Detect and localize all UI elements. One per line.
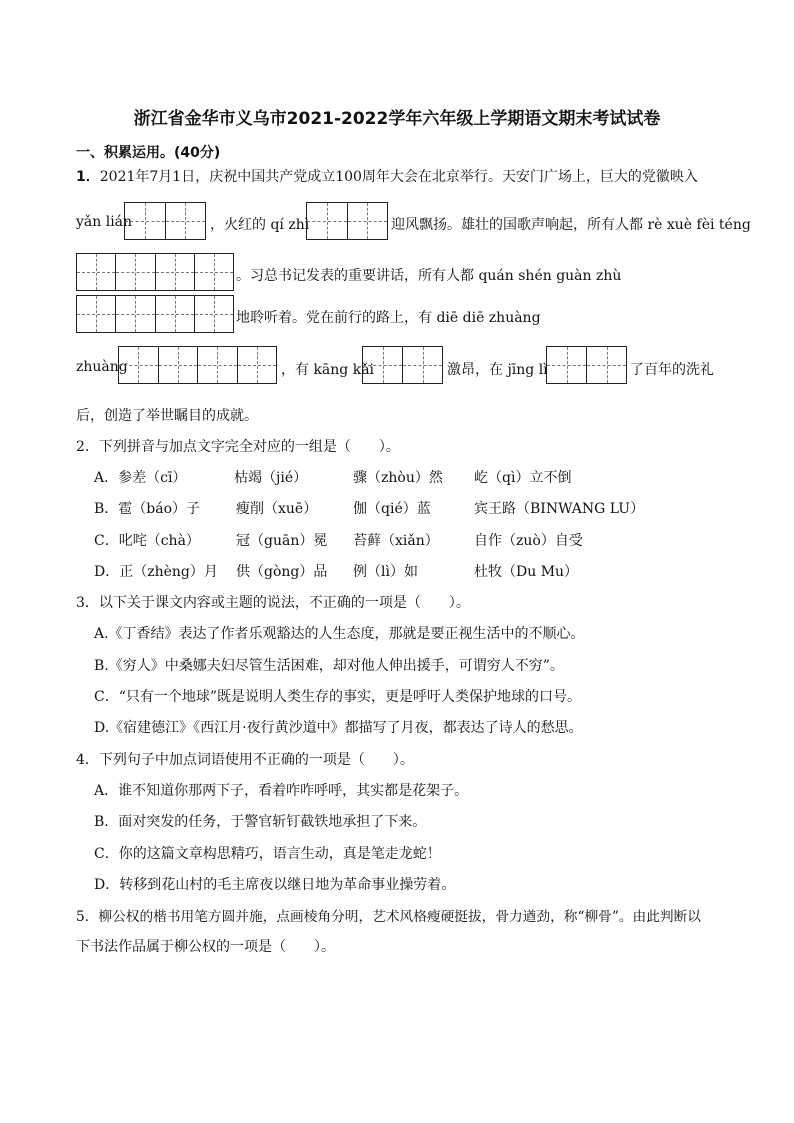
q1-text-9: 了百年的洗礼 [630,362,714,378]
q2-stem: 2．下列拼音与加点文字完全对应的一组是（ ）。 [76,439,400,455]
q3-option-d[interactable]: D.《宿建德江》《西江月·夜行黄沙道中》都描写了月夜，都表达了诗人的愁思。 [94,720,583,736]
q1-text-10: 后，创造了举世瞩目的成就。 [76,408,258,424]
q2-option-d1[interactable]: D．正（zhèng）月 [94,564,218,580]
q2-option-c4: 自作（zuò）自受 [474,533,583,549]
writing-grid-2[interactable] [306,202,388,240]
q2-option-b4: 宾王路（BINWANG LU） [474,501,645,517]
q2-option-c3: 苔藓（xiǎn） [353,533,439,549]
q1-line1 [76,166,698,186]
q4-option-a[interactable]: A．谁不知道你那两下子，看着咋咋呼呼，其实都是花架子。 [94,783,469,799]
q1-text-4: 。习总书记发表的重要讲话，所有人都 quán shén guàn zhù [236,268,622,284]
q2-option-c1[interactable]: C．叱咤（chà） [94,533,200,549]
q1-number: 1． [76,169,100,185]
q1-text: 2021年7月1日，庆祝中国共产党成立100周年大会在北京举行。天安门广场上，巨大的党徽映入 [99,169,698,185]
writing-grid-1[interactable] [124,202,206,240]
q2-option-c2: 冠（guān）冕 [236,533,328,549]
q1-text-8: 激昂，在 jīng lì [447,362,548,378]
q2-option-a4: 屹（qì）立不倒 [474,470,572,486]
writing-grid-6[interactable] [362,346,443,384]
q4-option-c[interactable]: C．你的这篇文章构思精巧，语言生动，真是笔走龙蛇！ [94,846,441,862]
q1-text-5: 地聆听着。党在前行的路上，有 diē diē zhuàng [236,310,541,326]
q2-option-d2: 供（gòng）品 [236,564,328,580]
q2-option-b2: 瘦削（xuē） [236,501,318,517]
q3-option-c[interactable]: C．“只有一个地球”既是说明人类生存的事实，更是呼吁人类保护地球的口号。 [94,689,582,705]
q2-option-a1[interactable]: A．参差（cī） [94,470,187,486]
writing-grid-3[interactable] [76,253,234,291]
section-heading: 一、积累运用。(40分) [76,145,221,161]
page-title: 浙江省金华市义乌市2021-2022学年六年级上学期语文期末考试试卷 [133,109,661,129]
q3-option-a[interactable]: A.《丁香结》表达了作者乐观豁达的人生态度，那就是要正视生活中的不顺心。 [94,626,585,642]
q3-stem: 3．以下关于课文内容或主题的说法，不正确的一项是（ ）。 [76,595,470,611]
q1-text-3: 迎风飘扬。雄壮的国歌声响起，所有人都 rè xuè fèi téng [391,217,751,233]
writing-grid-5[interactable] [118,346,277,384]
q2-option-a2: 枯竭（jié） [234,470,308,486]
q1-pinyin-yanlian: yǎn lián [76,214,133,230]
q4-option-b[interactable]: B．面对突发的任务，于警官斩钉截铁地承担了下来。 [94,814,427,830]
q2-option-b1[interactable]: B．雹（báo）子 [94,501,201,517]
q3-option-b[interactable]: B.《穷人》中桑娜夫妇尽管生活困难，却对他人伸出援手，可谓穷人不穷”。 [94,658,564,674]
q2-option-b3: 伽（qié）蓝 [353,501,431,517]
q1-text-2: ，火红的 qí zhì [210,217,310,233]
q2-option-d3: 例（lì）如 [353,564,418,580]
q4-option-d[interactable]: D．转移到花山村的毛主席夜以继日地为革命事业操劳着。 [94,877,456,893]
q2-option-d4: 杜牧（Du Mu） [474,564,579,580]
q5-line1: 5．柳公权的楷书用笔方圆并施，点画棱角分明，艺术风格瘦硬挺拔，骨力遒劲，称“柳骨”。由此判断以 [76,909,701,925]
q4-stem: 4．下列句子中加点词语使用不正确的一项是（ ）。 [76,752,414,768]
q1-text-7: ，有 kāng kǎi [281,362,375,378]
q1-pinyin-zhuang: zhuàng [76,359,128,375]
q2-option-a3: 骤（zhòu）然 [353,470,443,486]
q5-line2: 下书法作品属于柳公权的一项是（ ）。 [76,939,335,955]
writing-grid-7[interactable] [546,346,627,384]
writing-grid-4[interactable] [76,295,234,333]
